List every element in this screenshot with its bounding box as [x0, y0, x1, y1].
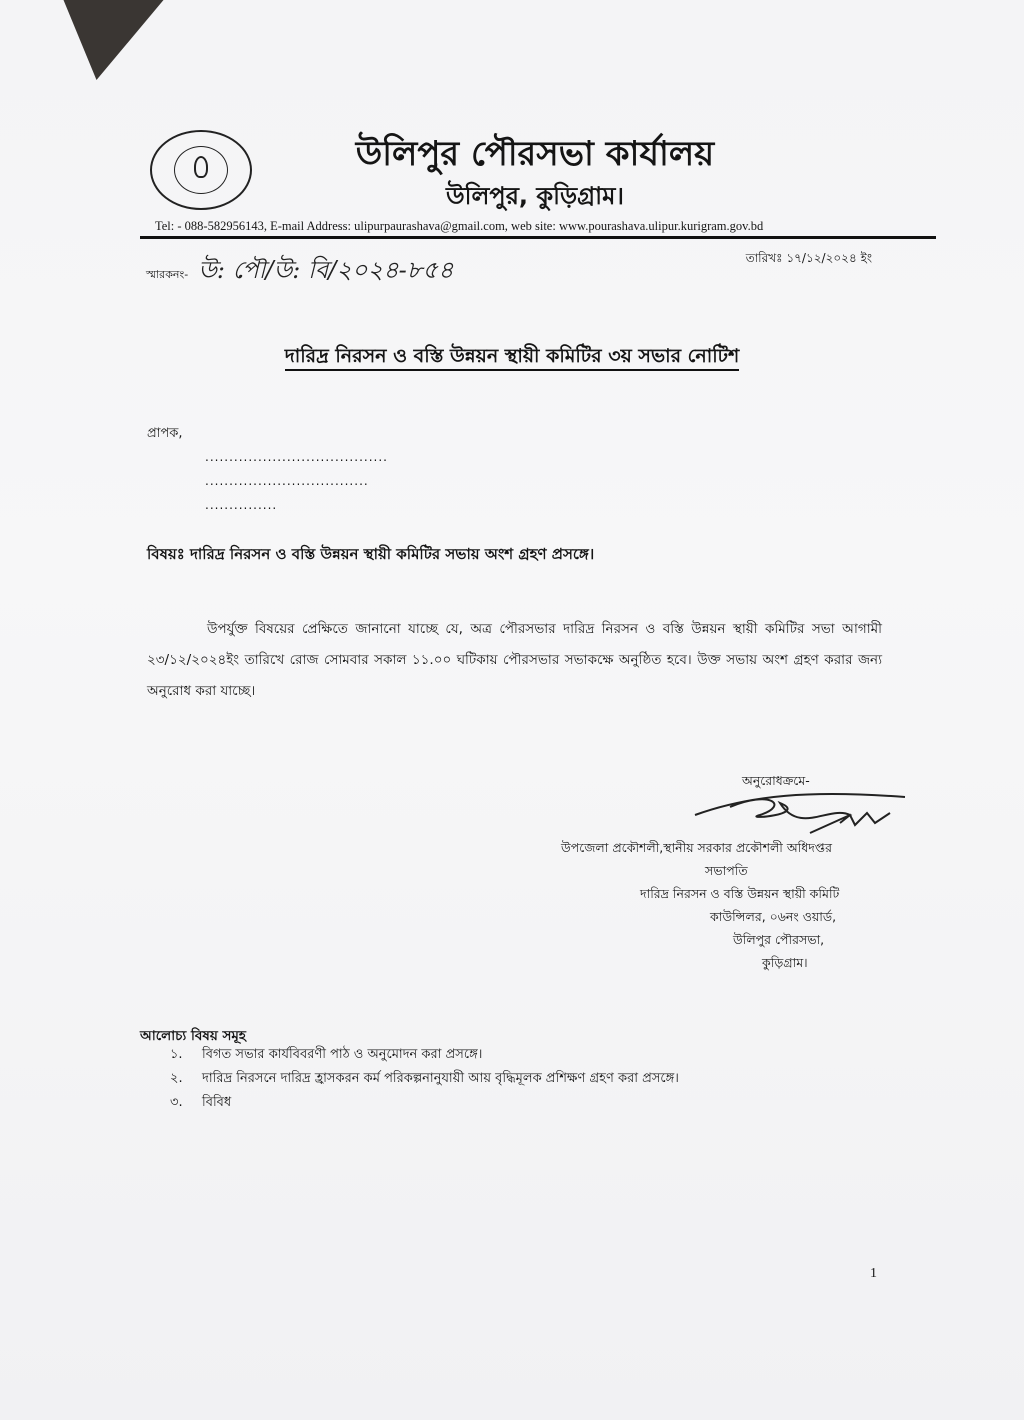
memo-date: তারিখঃ ১৭/১২/২০২৪ ইং: [745, 251, 872, 265]
agenda-list: [170, 1043, 679, 1115]
body-paragraph: উপর্যুক্ত বিষয়ের প্রেক্ষিতে জানানো যাচ্ছে যে, অত্র পৌরসভার দারিদ্র নিরসন ও বস্তি উন্নয়ন স্থায়ী কমিটির সভা আগামী ২৩/১২/২০২৪ইং তারিখে রোজ সোমবার সকাল ১১.০০ ঘটিকায় পৌরসভার সভাকক্ষে অনুষ্ঠিত হবে। উক্ত সভায় অংশ গ্রহণ করার জন্য অনুরোধ করা যাচ্ছে।: [147, 621, 882, 699]
notice-title: দারিদ্র নিরসন ও বস্তি উন্নয়ন স্থায়ী কমিটির ৩য় সভার নোটিশ: [0, 342, 1024, 374]
page-number: 1: [870, 1266, 877, 1281]
agenda-item: ১. বিগত সভার কার্যবিবরণী পাঠ ও অনুমোদন করা প্রসঙ্গে।: [170, 1047, 483, 1062]
header-divider: [140, 236, 936, 239]
signatory-municipality: উলিপুর পৌরসভা,: [733, 932, 825, 947]
office-title: উলিপুর পৌরসভা কার্যালয়: [355, 134, 715, 174]
recipient-label: প্রাপক,: [147, 426, 183, 441]
committee-name: দারিদ্র নিরসন ও বস্তি উন্নয়ন স্থায়ী কমিটি: [640, 886, 840, 901]
recipient-line: ...............: [205, 498, 278, 512]
closing-text: অনুরোধক্রমে-: [742, 773, 810, 788]
contact-line: Tel: - 088-582956143, E-mail Address: ulipurpaurashava@gmail.com, web site: www.pourashava.ulipur.kurigram.gov.bd: [155, 219, 764, 233]
memo-label: স্মারকনং-: [146, 268, 189, 281]
subject-line: বিষয়ঃ দারিদ্র নিরসন ও বস্তি উন্নয়ন স্থায়ী কমিটির সভায় অংশ গ্রহণ প্রসঙ্গে।: [147, 545, 595, 563]
office-address: উলিপুর, কুড়িগ্রাম।: [445, 182, 625, 210]
recipient-line: ..................................: [205, 474, 369, 488]
signatory-role: সভাপতি: [705, 863, 748, 878]
signatory-district: কুড়িগ্রাম।: [762, 955, 808, 970]
signatory-ward: কাউন্সিলর, ০৬নং ওয়ার্ড,: [710, 909, 837, 924]
folded-corner: [46, 0, 163, 80]
signatory-designation: উপজেলা প্রকৌশলী,স্থানীয় সরকার প্রকৌশলী অধিদপ্তর: [561, 840, 832, 855]
recipient-line: ......................................: [205, 450, 388, 464]
signature-image: [690, 785, 915, 840]
agenda-item: ৩. বিবিধ: [170, 1095, 232, 1110]
memo-number: উ: পৌ/উ: বি/২০২৪-৮৫৪: [198, 256, 454, 284]
agenda-heading: আলোচ্য বিষয় সমূহ: [140, 1028, 247, 1044]
agenda-item: ২. দারিদ্র নিরসনে দারিদ্র হ্রাসকরন কর্ম পরিকল্পনানুযায়ী আয় বৃদ্ধিমূলক প্রশিক্ষণ গ্রহণ করা প্রসঙ্গে।: [170, 1071, 679, 1086]
memo-reference: [146, 252, 454, 292]
